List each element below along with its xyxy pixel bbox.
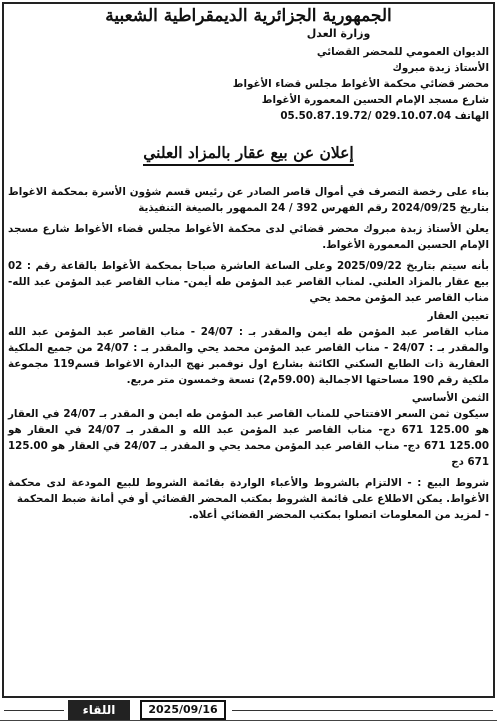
ministry-line: وزارة العدل bbox=[306, 27, 371, 40]
paragraph-sale-date: بأنه سيتم بتاريخ 2025/09/22 وعلى الساعة العاشرة صباحا بمحكمة الأغواط بالقاعة رقم : 02 بيع عقار بالمزاد العلني. لمناب القاصر عبد المؤمن طه أيمن- مناب القاصر عبد المؤمن عبد الله- مناب القاصر عبد المؤمن محمد يحي bbox=[8, 260, 490, 304]
office-line-1: الديوان العمومي للمحضر القضائي bbox=[316, 46, 489, 58]
paragraph-property: مناب القاصر عبد المؤمن طه ايمن والمقدر بـ : 24/07 - مناب القاصر عبد المؤمن عبد الله والمقدر بـ : 24/07 - مناب القاصر عبد المؤمن محمد يحي والمقدر بـ : 24/07 من جميع الملكية العقارية ذات الطابع السكني الكائنة بشارع اول نوفمبر نهج البدارة الاغواط قسم119 مجموعة ملكية رقم 190 مساحتها الاجمالية (59.00م2) تسعة وخمسون متر مربع. bbox=[8, 326, 489, 386]
announcement-content bbox=[8, 6, 489, 523]
property-heading: تعيين العقار bbox=[427, 310, 489, 322]
paragraph-authorization: بناء على رخصة التصرف في أموال قاصر الصادر عن رئيس قسم شؤون الأسرة بمحكمة الاغواط بتاريخ 2024/09/25 رقم الفهرس 392 / 24 الممهور بالصيغة التنفيذية bbox=[8, 186, 489, 214]
paragraph-announcer: يعلن الأستاذ زبدة مبروك محضر قضائي لدى محكمة الأغواط مجلس قضاء الأغواط شارع مسجد الإمام الحسين المعمورة الأغواط. bbox=[8, 223, 489, 251]
paragraph-conditions: شروط البيع : - الالتزام بالشروط والأعباء الواردة بقائمة الشروط للبيع المودعة لدى محكمة الأغواط. يمكن الاطلاع على قائمة الشروط بمكتب المحضر القضائي أو في أمانة ضبط المحكمة bbox=[8, 477, 489, 505]
office-line-4: شارع مسجد الإمام الحسين المعمورة الأغواط bbox=[261, 94, 489, 106]
phone-numbers: 05.50.87.19.72/ 029.10.07.04 bbox=[280, 110, 452, 122]
phone-label: الهاتف bbox=[454, 110, 489, 122]
footer-rule-right bbox=[232, 710, 493, 711]
price-heading: الثمن الأساسي bbox=[411, 392, 489, 404]
republic-heading: الجمهورية الجزائرية الديمقراطية الشعبية bbox=[105, 6, 392, 26]
paragraph-contact: - لمزيد من المعلومات اتصلوا بمكتب المحضر القضائي أعلاه. bbox=[188, 509, 489, 521]
title-wrap bbox=[8, 143, 489, 166]
phone-line bbox=[8, 108, 489, 124]
footer-bar bbox=[0, 698, 497, 726]
newspaper-name: اللقاء bbox=[68, 700, 130, 720]
bottom-edge bbox=[0, 720, 497, 726]
paragraph-price: سيكون ثمن السعر الافتتاحي للمناب القاصر عبد المؤمن طه ايمن و المقدر بـ 24/07 في العقار هو 125.00 671 دج- مناب القاصر عبد المؤمن عبد الله و المقدر بـ 24/07 في العقار هو 125.00 671 دج- مناب القاصر عبد المؤمن محمد يحي و المقدر بـ 24/07 في العقار هو 125.00 671 دج bbox=[8, 408, 489, 468]
announcement-title: إعلان عن بيع عقار بالمزاد العلني bbox=[143, 143, 353, 166]
publication-date: 2025/09/16 bbox=[140, 700, 226, 720]
footer-rule-left bbox=[4, 710, 64, 711]
office-line-2: الأستاذ زبدة مبروك bbox=[392, 62, 489, 74]
office-line-3: محضر قضائي محكمة الأغواط مجلس قضاء الأغواط bbox=[232, 78, 489, 90]
